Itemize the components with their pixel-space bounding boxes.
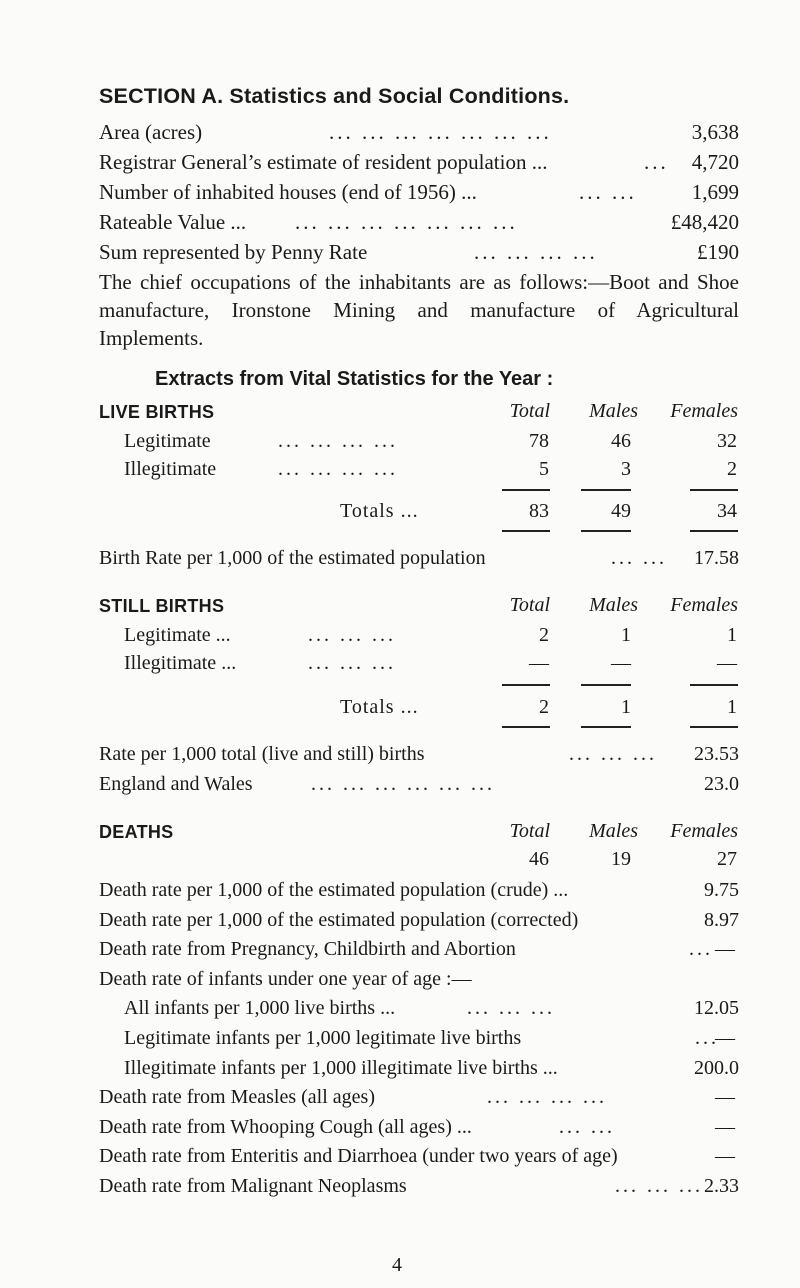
rate-value: 8.97 — [704, 908, 739, 931]
rate-value: — — [715, 1115, 735, 1138]
stat-label: Sum represented by Penny Rate — [99, 240, 368, 264]
col-total-header: Total — [509, 594, 550, 616]
stat-label: Registrar General’s estimate of resident population ... — [99, 150, 548, 174]
still-birth-rate-row — [99, 740, 739, 768]
cell-males: 19 — [611, 848, 631, 870]
rule — [502, 684, 550, 686]
rate-label: Death rate from Whooping Cough (all ages) ... — [99, 1115, 472, 1138]
rate-value: 23.0 — [704, 773, 739, 795]
rate-label: All infants per 1,000 live births ... — [124, 997, 396, 1020]
cell-total: 2 — [539, 696, 549, 718]
leader-dots: ... ... ... ... — [278, 458, 398, 480]
rule — [690, 489, 738, 491]
rule — [502, 530, 550, 532]
occupations-paragraph: The chief occupations of the inhabitants are as follows:—Boot and Shoe manufacture, Ironstone Mining and manufacture of Agricultural Implements. — [99, 270, 739, 350]
still-births-title: STILL BIRTHS — [99, 596, 225, 616]
stat-value: 4,720 — [691, 150, 739, 174]
england-wales-row — [99, 770, 739, 798]
cell-females: 2 — [727, 458, 737, 480]
rate-value: 9.75 — [704, 879, 739, 901]
cell-females: 1 — [727, 624, 737, 646]
rule — [581, 726, 631, 728]
col-females-header: Females — [670, 400, 738, 422]
leader-dots: ... — [644, 150, 669, 174]
death-rate-row — [99, 906, 739, 934]
stat-label: Number of inhabited houses (end of 1956) ... — [99, 180, 477, 204]
stat-row-houses — [99, 178, 739, 206]
cell-total: — — [529, 652, 549, 674]
cell-females: 1 — [727, 696, 737, 718]
rate-label: Legitimate infants per 1,000 legitimate live births — [124, 1027, 522, 1049]
rate-label: Rate per 1,000 total (live and still) births — [99, 743, 425, 765]
row-label: Legitimate ... — [124, 624, 231, 646]
col-females-header: Females — [670, 820, 738, 842]
death-rate-row — [99, 994, 739, 1022]
rate-value: — — [715, 938, 735, 961]
rule — [502, 726, 550, 728]
leader-dots: ... ... ... — [308, 624, 396, 646]
section-heading: SECTION A. Statistics and Social Conditions. — [99, 84, 570, 108]
rate-value: — — [715, 1027, 735, 1049]
death-rate-row — [99, 1054, 739, 1082]
rule — [690, 726, 738, 728]
cell-total: 5 — [539, 458, 549, 480]
death-rate-row — [99, 935, 739, 963]
cell-females: 34 — [717, 500, 737, 522]
row-label: Illegitimate ... — [124, 652, 237, 674]
leader-dots: ... ... ... ... — [487, 1086, 607, 1109]
stat-row-area — [99, 118, 739, 146]
col-males-header: Males — [589, 820, 638, 842]
stat-value: £190 — [697, 240, 739, 264]
leader-dots: ... ... ... ... ... ... — [311, 773, 495, 795]
cell-total: 46 — [529, 848, 549, 870]
extracts-heading: Extracts from Vital Statistics for the Year : — [155, 368, 554, 390]
death-rate-row — [99, 1083, 739, 1111]
rate-label: Death rate from Malignant Neoplasms — [99, 1175, 407, 1197]
death-rate-row — [99, 876, 739, 904]
rule — [690, 530, 738, 532]
rate-value: 12.05 — [694, 997, 739, 1020]
cell-males: 46 — [611, 430, 631, 452]
row-label: Illegitimate — [124, 458, 217, 480]
leader-dots: ... ... — [579, 180, 637, 204]
death-rate-row — [99, 1142, 739, 1170]
stat-label: Rateable Value ... — [99, 210, 247, 234]
stat-row-population — [99, 148, 739, 176]
cell-females: — — [717, 652, 737, 674]
rule — [502, 489, 550, 491]
rate-label: Death rate per 1,000 of the estimated population (crude) ... — [99, 879, 569, 901]
rate-label: Death rate from Enteritis and Diarrhoea (under two years of age) — [99, 1145, 618, 1168]
deaths-title: DEATHS — [99, 822, 174, 842]
rate-label: Death rate of infants under one year of age :— — [99, 967, 472, 990]
death-rate-row — [99, 1113, 739, 1141]
death-rate-row — [99, 965, 739, 993]
col-males-header: Males — [589, 400, 638, 422]
col-males-header: Males — [589, 594, 638, 616]
cell-males: 1 — [621, 624, 631, 646]
cell-females: 32 — [717, 430, 737, 452]
cell-total: 83 — [529, 500, 549, 522]
rate-label: Birth Rate per 1,000 of the estimated population — [99, 547, 486, 569]
leader-dots: ... ... ... — [467, 997, 555, 1020]
col-total-header: Total — [509, 820, 550, 842]
stat-label: Area (acres) — [99, 120, 203, 144]
cell-total: 2 — [539, 624, 549, 646]
leader-dots: ... — [689, 938, 713, 961]
leader-dots: ... ... ... ... ... ... ... — [329, 120, 552, 144]
col-females-header: Females — [670, 594, 738, 616]
rule — [581, 684, 631, 686]
cell-females: 27 — [717, 848, 737, 870]
leader-dots: ... ... ... — [308, 652, 396, 674]
cell-males: — — [611, 652, 631, 674]
cell-males: 1 — [621, 696, 631, 718]
cell-total: 78 — [529, 430, 549, 452]
death-rate-row — [99, 1024, 739, 1052]
leader-dots: ... ... ... — [615, 1175, 703, 1197]
leader-dots: ... ... ... — [569, 743, 657, 765]
leader-dots: ... — [695, 1027, 719, 1049]
col-total-header: Total — [509, 400, 550, 422]
leader-dots: ... ... ... ... — [474, 240, 598, 264]
leader-dots: ... ... ... ... ... ... ... — [295, 210, 518, 234]
rate-label: England and Wales — [99, 773, 253, 795]
rule — [581, 489, 631, 491]
rate-label: Death rate from Measles (all ages) — [99, 1086, 375, 1109]
birth-rate-row — [99, 544, 739, 572]
rule — [581, 530, 631, 532]
stat-row-rateable-value — [99, 208, 739, 236]
page-number: 4 — [392, 1254, 402, 1276]
totals-label: Totals ... — [340, 500, 419, 522]
rate-label: Illegitimate infants per 1,000 illegitimate live births ... — [124, 1056, 558, 1079]
rate-value: 2.33 — [704, 1175, 739, 1197]
row-label: Legitimate — [124, 430, 211, 452]
rate-value: — — [715, 1086, 735, 1109]
rate-value: 17.58 — [694, 547, 739, 569]
death-rate-row — [99, 1172, 739, 1200]
stat-value: £48,420 — [670, 210, 739, 234]
rule — [690, 684, 738, 686]
stat-row-penny-rate — [99, 238, 739, 266]
rate-value: — — [715, 1145, 735, 1168]
stat-value: 3,638 — [691, 120, 739, 144]
leader-dots: ... ... ... ... — [278, 430, 398, 452]
totals-label: Totals ... — [340, 696, 419, 718]
rate-label: Death rate from Pregnancy, Childbirth and Abortion — [99, 938, 516, 961]
leader-dots: ... ... — [611, 547, 667, 569]
rate-value: 200.0 — [694, 1056, 739, 1079]
rate-value: 23.53 — [694, 743, 739, 765]
live-births-title: LIVE BIRTHS — [99, 402, 215, 422]
stat-value: 1,699 — [691, 180, 739, 204]
cell-males: 49 — [611, 500, 631, 522]
cell-males: 3 — [621, 458, 631, 480]
leader-dots: ... ... — [559, 1115, 615, 1138]
rate-label: Death rate per 1,000 of the estimated population (corrected) — [99, 908, 579, 931]
